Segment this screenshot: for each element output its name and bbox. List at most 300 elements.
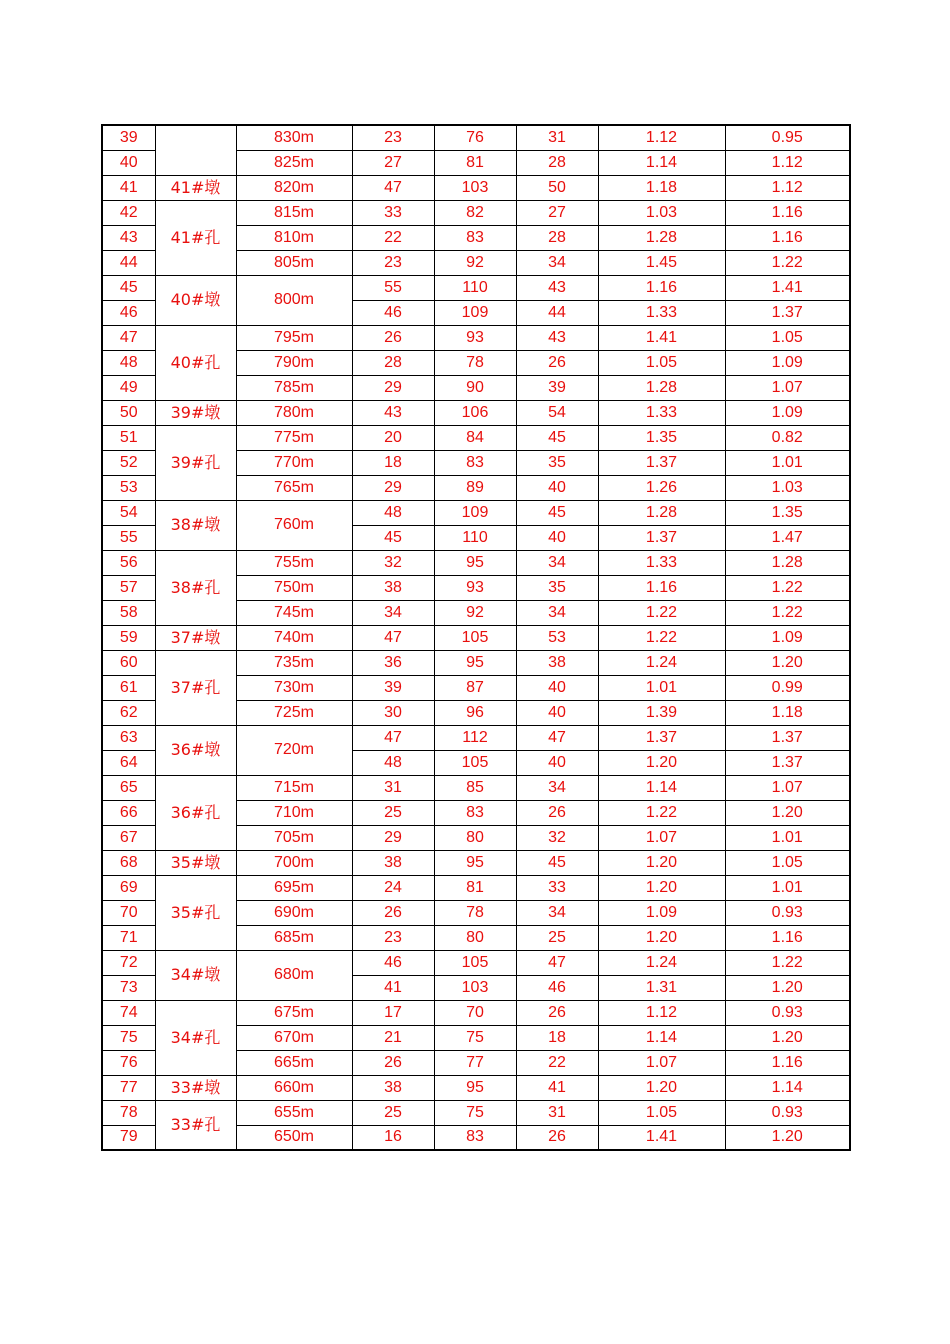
value-a-cell: 38 — [352, 575, 434, 600]
value-b-cell: 105 — [434, 625, 516, 650]
value-a-cell: 25 — [352, 1100, 434, 1125]
ratio-e-cell: 1.09 — [725, 625, 850, 650]
value-a-cell: 22 — [352, 225, 434, 250]
row-number-cell: 43 — [102, 225, 155, 250]
value-b-cell: 87 — [434, 675, 516, 700]
value-c-cell: 46 — [516, 975, 598, 1000]
value-c-cell: 34 — [516, 550, 598, 575]
ratio-d-cell: 1.28 — [598, 500, 725, 525]
location-label-cell: 41#墩 — [155, 175, 236, 200]
ratio-d-cell: 1.33 — [598, 550, 725, 575]
value-b-cell: 78 — [434, 900, 516, 925]
value-a-cell: 24 — [352, 875, 434, 900]
value-b-cell: 96 — [434, 700, 516, 725]
row-number-cell: 54 — [102, 500, 155, 525]
distance-cell: 775m — [236, 425, 352, 450]
row-number-cell: 62 — [102, 700, 155, 725]
value-a-cell: 27 — [352, 150, 434, 175]
value-a-cell: 47 — [352, 725, 434, 750]
value-c-cell: 43 — [516, 275, 598, 300]
distance-cell: 830m — [236, 125, 352, 150]
row-number-cell: 47 — [102, 325, 155, 350]
value-c-cell: 34 — [516, 250, 598, 275]
value-a-cell: 16 — [352, 1125, 434, 1150]
value-c-cell: 22 — [516, 1050, 598, 1075]
distance-cell: 705m — [236, 825, 352, 850]
ratio-d-cell: 1.01 — [598, 675, 725, 700]
table-row — [102, 775, 850, 800]
table-row — [102, 650, 850, 675]
ratio-d-cell: 1.45 — [598, 250, 725, 275]
value-a-cell: 20 — [352, 425, 434, 450]
ratio-e-cell: 1.05 — [725, 325, 850, 350]
value-b-cell: 95 — [434, 550, 516, 575]
ratio-d-cell: 1.22 — [598, 625, 725, 650]
distance-cell: 785m — [236, 375, 352, 400]
value-c-cell: 50 — [516, 175, 598, 200]
row-number-cell: 46 — [102, 300, 155, 325]
value-b-cell: 92 — [434, 250, 516, 275]
value-a-cell: 17 — [352, 1000, 434, 1025]
row-number-cell: 69 — [102, 875, 155, 900]
distance-cell: 800m — [236, 275, 352, 325]
value-a-cell: 48 — [352, 750, 434, 775]
ratio-e-cell: 1.20 — [725, 1125, 850, 1150]
distance-cell: 700m — [236, 850, 352, 875]
value-b-cell: 83 — [434, 450, 516, 475]
value-b-cell: 85 — [434, 775, 516, 800]
value-a-cell: 38 — [352, 1075, 434, 1100]
location-label-cell: 36#孔 — [155, 775, 236, 850]
distance-cell: 780m — [236, 400, 352, 425]
distance-cell: 760m — [236, 500, 352, 550]
row-number-cell: 77 — [102, 1075, 155, 1100]
row-number-cell: 61 — [102, 675, 155, 700]
ratio-e-cell: 1.05 — [725, 850, 850, 875]
value-b-cell: 92 — [434, 600, 516, 625]
ratio-e-cell: 1.20 — [725, 650, 850, 675]
ratio-d-cell: 1.05 — [598, 350, 725, 375]
ratio-d-cell: 1.14 — [598, 150, 725, 175]
table-row — [102, 875, 850, 900]
ratio-e-cell: 1.09 — [725, 400, 850, 425]
row-number-cell: 66 — [102, 800, 155, 825]
table-row — [102, 275, 850, 300]
row-number-cell: 75 — [102, 1025, 155, 1050]
ratio-e-cell: 1.12 — [725, 150, 850, 175]
ratio-d-cell: 1.03 — [598, 200, 725, 225]
ratio-d-cell: 1.18 — [598, 175, 725, 200]
ratio-d-cell: 1.28 — [598, 375, 725, 400]
value-b-cell: 83 — [434, 800, 516, 825]
value-c-cell: 26 — [516, 350, 598, 375]
distance-cell: 695m — [236, 875, 352, 900]
table-row — [102, 200, 850, 225]
row-number-cell: 49 — [102, 375, 155, 400]
data-table — [101, 124, 851, 1151]
row-number-cell: 70 — [102, 900, 155, 925]
table-row — [102, 125, 850, 150]
distance-cell: 715m — [236, 775, 352, 800]
distance-cell: 750m — [236, 575, 352, 600]
value-b-cell: 110 — [434, 525, 516, 550]
ratio-d-cell: 1.05 — [598, 1100, 725, 1125]
row-number-cell: 56 — [102, 550, 155, 575]
ratio-e-cell: 1.37 — [725, 750, 850, 775]
value-a-cell: 18 — [352, 450, 434, 475]
ratio-e-cell: 0.93 — [725, 900, 850, 925]
table-row — [102, 1000, 850, 1025]
value-c-cell: 34 — [516, 600, 598, 625]
value-a-cell: 55 — [352, 275, 434, 300]
ratio-e-cell: 1.16 — [725, 1050, 850, 1075]
ratio-e-cell: 1.01 — [725, 875, 850, 900]
value-b-cell: 84 — [434, 425, 516, 450]
row-number-cell: 44 — [102, 250, 155, 275]
distance-cell: 680m — [236, 950, 352, 1000]
location-label-cell: 35#孔 — [155, 875, 236, 950]
row-number-cell: 78 — [102, 1100, 155, 1125]
distance-cell: 655m — [236, 1100, 352, 1125]
value-b-cell: 82 — [434, 200, 516, 225]
value-a-cell: 29 — [352, 375, 434, 400]
table-row — [102, 400, 850, 425]
value-a-cell: 48 — [352, 500, 434, 525]
ratio-e-cell: 1.16 — [725, 925, 850, 950]
ratio-d-cell: 1.37 — [598, 450, 725, 475]
value-c-cell: 31 — [516, 1100, 598, 1125]
distance-cell: 735m — [236, 650, 352, 675]
table-body — [102, 125, 850, 1150]
location-label-cell: 39#墩 — [155, 400, 236, 425]
ratio-d-cell: 1.16 — [598, 575, 725, 600]
row-number-cell: 48 — [102, 350, 155, 375]
ratio-d-cell: 1.14 — [598, 1025, 725, 1050]
distance-cell: 765m — [236, 475, 352, 500]
table-row — [102, 850, 850, 875]
location-label-cell: 33#孔 — [155, 1100, 236, 1150]
value-b-cell: 83 — [434, 225, 516, 250]
ratio-e-cell: 1.18 — [725, 700, 850, 725]
value-b-cell: 80 — [434, 825, 516, 850]
value-a-cell: 26 — [352, 1050, 434, 1075]
value-a-cell: 23 — [352, 925, 434, 950]
ratio-d-cell: 1.12 — [598, 1000, 725, 1025]
value-c-cell: 44 — [516, 300, 598, 325]
location-label-cell: 37#孔 — [155, 650, 236, 725]
value-c-cell: 25 — [516, 925, 598, 950]
location-label-cell: 40#孔 — [155, 325, 236, 400]
ratio-e-cell: 1.16 — [725, 225, 850, 250]
ratio-d-cell: 1.31 — [598, 975, 725, 1000]
value-c-cell: 28 — [516, 150, 598, 175]
ratio-e-cell: 0.93 — [725, 1000, 850, 1025]
row-number-cell: 58 — [102, 600, 155, 625]
distance-cell: 675m — [236, 1000, 352, 1025]
ratio-e-cell: 1.01 — [725, 825, 850, 850]
row-number-cell: 68 — [102, 850, 155, 875]
value-c-cell: 40 — [516, 750, 598, 775]
ratio-d-cell: 1.41 — [598, 325, 725, 350]
table-row — [102, 550, 850, 575]
row-number-cell: 57 — [102, 575, 155, 600]
ratio-e-cell: 1.41 — [725, 275, 850, 300]
value-c-cell: 35 — [516, 450, 598, 475]
ratio-e-cell: 1.35 — [725, 500, 850, 525]
ratio-d-cell: 1.39 — [598, 700, 725, 725]
location-label-cell: 36#墩 — [155, 725, 236, 775]
ratio-d-cell: 1.12 — [598, 125, 725, 150]
value-b-cell: 93 — [434, 575, 516, 600]
value-b-cell: 112 — [434, 725, 516, 750]
ratio-d-cell: 1.37 — [598, 525, 725, 550]
ratio-d-cell: 1.07 — [598, 825, 725, 850]
value-a-cell: 33 — [352, 200, 434, 225]
distance-cell: 795m — [236, 325, 352, 350]
value-c-cell: 26 — [516, 1125, 598, 1150]
distance-cell: 770m — [236, 450, 352, 475]
value-b-cell: 95 — [434, 850, 516, 875]
table-row — [102, 325, 850, 350]
value-c-cell: 40 — [516, 675, 598, 700]
ratio-e-cell: 1.28 — [725, 550, 850, 575]
table-row — [102, 725, 850, 750]
distance-cell: 725m — [236, 700, 352, 725]
value-c-cell: 45 — [516, 425, 598, 450]
value-a-cell: 36 — [352, 650, 434, 675]
row-number-cell: 39 — [102, 125, 155, 150]
value-b-cell: 80 — [434, 925, 516, 950]
location-label-cell: 37#墩 — [155, 625, 236, 650]
value-c-cell: 28 — [516, 225, 598, 250]
location-label-cell — [155, 125, 236, 175]
ratio-d-cell: 1.22 — [598, 600, 725, 625]
value-c-cell: 47 — [516, 725, 598, 750]
value-c-cell: 53 — [516, 625, 598, 650]
value-b-cell: 76 — [434, 125, 516, 150]
row-number-cell: 45 — [102, 275, 155, 300]
ratio-e-cell: 1.09 — [725, 350, 850, 375]
value-a-cell: 39 — [352, 675, 434, 700]
location-label-cell: 38#孔 — [155, 550, 236, 625]
ratio-d-cell: 1.33 — [598, 300, 725, 325]
row-number-cell: 40 — [102, 150, 155, 175]
ratio-d-cell: 1.20 — [598, 875, 725, 900]
value-a-cell: 26 — [352, 325, 434, 350]
distance-cell: 790m — [236, 350, 352, 375]
ratio-d-cell: 1.28 — [598, 225, 725, 250]
ratio-d-cell: 1.26 — [598, 475, 725, 500]
value-b-cell: 95 — [434, 650, 516, 675]
distance-cell: 670m — [236, 1025, 352, 1050]
ratio-e-cell: 1.01 — [725, 450, 850, 475]
row-number-cell: 64 — [102, 750, 155, 775]
value-c-cell: 26 — [516, 1000, 598, 1025]
value-a-cell: 46 — [352, 950, 434, 975]
value-b-cell: 90 — [434, 375, 516, 400]
ratio-e-cell: 1.20 — [725, 975, 850, 1000]
value-b-cell: 77 — [434, 1050, 516, 1075]
distance-cell: 825m — [236, 150, 352, 175]
value-b-cell: 105 — [434, 750, 516, 775]
distance-cell: 650m — [236, 1125, 352, 1150]
location-label-cell: 33#墩 — [155, 1075, 236, 1100]
row-number-cell: 51 — [102, 425, 155, 450]
value-b-cell: 109 — [434, 300, 516, 325]
value-b-cell: 75 — [434, 1025, 516, 1050]
value-a-cell: 41 — [352, 975, 434, 1000]
ratio-e-cell: 1.22 — [725, 950, 850, 975]
table-row — [102, 1075, 850, 1100]
value-a-cell: 32 — [352, 550, 434, 575]
ratio-e-cell: 0.95 — [725, 125, 850, 150]
value-a-cell: 25 — [352, 800, 434, 825]
table-row — [102, 175, 850, 200]
ratio-d-cell: 1.20 — [598, 750, 725, 775]
distance-cell: 685m — [236, 925, 352, 950]
value-a-cell: 45 — [352, 525, 434, 550]
ratio-e-cell: 1.37 — [725, 725, 850, 750]
ratio-d-cell: 1.16 — [598, 275, 725, 300]
value-a-cell: 26 — [352, 900, 434, 925]
row-number-cell: 63 — [102, 725, 155, 750]
distance-cell: 710m — [236, 800, 352, 825]
value-b-cell: 83 — [434, 1125, 516, 1150]
ratio-e-cell: 1.12 — [725, 175, 850, 200]
ratio-d-cell: 1.24 — [598, 650, 725, 675]
value-c-cell: 31 — [516, 125, 598, 150]
value-b-cell: 75 — [434, 1100, 516, 1125]
distance-cell: 720m — [236, 725, 352, 775]
value-b-cell: 78 — [434, 350, 516, 375]
value-c-cell: 54 — [516, 400, 598, 425]
value-a-cell: 43 — [352, 400, 434, 425]
value-c-cell: 34 — [516, 775, 598, 800]
value-b-cell: 109 — [434, 500, 516, 525]
distance-cell: 665m — [236, 1050, 352, 1075]
ratio-d-cell: 1.22 — [598, 800, 725, 825]
location-label-cell: 34#孔 — [155, 1000, 236, 1075]
value-c-cell: 34 — [516, 900, 598, 925]
ratio-d-cell: 1.20 — [598, 1075, 725, 1100]
value-a-cell: 31 — [352, 775, 434, 800]
row-number-cell: 79 — [102, 1125, 155, 1150]
ratio-e-cell: 1.16 — [725, 200, 850, 225]
distance-cell: 690m — [236, 900, 352, 925]
row-number-cell: 52 — [102, 450, 155, 475]
value-b-cell: 106 — [434, 400, 516, 425]
ratio-d-cell: 1.35 — [598, 425, 725, 450]
value-a-cell: 23 — [352, 250, 434, 275]
value-a-cell: 47 — [352, 625, 434, 650]
location-label-cell: 38#墩 — [155, 500, 236, 550]
location-label-cell: 34#墩 — [155, 950, 236, 1000]
ratio-d-cell: 1.20 — [598, 925, 725, 950]
row-number-cell: 50 — [102, 400, 155, 425]
value-c-cell: 43 — [516, 325, 598, 350]
value-b-cell: 110 — [434, 275, 516, 300]
table-row — [102, 500, 850, 525]
table-row — [102, 425, 850, 450]
table-row — [102, 625, 850, 650]
value-c-cell: 32 — [516, 825, 598, 850]
row-number-cell: 76 — [102, 1050, 155, 1075]
value-a-cell: 38 — [352, 850, 434, 875]
value-b-cell: 93 — [434, 325, 516, 350]
row-number-cell: 42 — [102, 200, 155, 225]
value-a-cell: 29 — [352, 475, 434, 500]
ratio-e-cell: 0.93 — [725, 1100, 850, 1125]
row-number-cell: 59 — [102, 625, 155, 650]
value-c-cell: 35 — [516, 575, 598, 600]
value-b-cell: 70 — [434, 1000, 516, 1025]
distance-cell: 815m — [236, 200, 352, 225]
value-c-cell: 45 — [516, 850, 598, 875]
value-b-cell: 81 — [434, 150, 516, 175]
ratio-d-cell: 1.14 — [598, 775, 725, 800]
location-label-cell: 35#墩 — [155, 850, 236, 875]
row-number-cell: 55 — [102, 525, 155, 550]
ratio-e-cell: 0.99 — [725, 675, 850, 700]
distance-cell: 745m — [236, 600, 352, 625]
location-label-cell: 41#孔 — [155, 200, 236, 275]
table-row — [102, 950, 850, 975]
value-b-cell: 89 — [434, 475, 516, 500]
value-c-cell: 40 — [516, 700, 598, 725]
ratio-d-cell: 1.24 — [598, 950, 725, 975]
row-number-cell: 71 — [102, 925, 155, 950]
ratio-d-cell: 1.20 — [598, 850, 725, 875]
ratio-e-cell: 1.20 — [725, 1025, 850, 1050]
row-number-cell: 41 — [102, 175, 155, 200]
ratio-e-cell: 1.22 — [725, 575, 850, 600]
distance-cell: 810m — [236, 225, 352, 250]
ratio-d-cell: 1.33 — [598, 400, 725, 425]
distance-cell: 805m — [236, 250, 352, 275]
row-number-cell: 53 — [102, 475, 155, 500]
value-b-cell: 105 — [434, 950, 516, 975]
table-row — [102, 1100, 850, 1125]
row-number-cell: 65 — [102, 775, 155, 800]
ratio-d-cell: 1.09 — [598, 900, 725, 925]
value-a-cell: 29 — [352, 825, 434, 850]
ratio-d-cell: 1.41 — [598, 1125, 725, 1150]
ratio-e-cell: 1.47 — [725, 525, 850, 550]
value-b-cell: 103 — [434, 975, 516, 1000]
row-number-cell: 74 — [102, 1000, 155, 1025]
value-a-cell: 34 — [352, 600, 434, 625]
value-a-cell: 46 — [352, 300, 434, 325]
value-a-cell: 28 — [352, 350, 434, 375]
distance-cell: 740m — [236, 625, 352, 650]
value-b-cell: 95 — [434, 1075, 516, 1100]
value-c-cell: 38 — [516, 650, 598, 675]
value-c-cell: 41 — [516, 1075, 598, 1100]
ratio-e-cell: 1.07 — [725, 775, 850, 800]
row-number-cell: 67 — [102, 825, 155, 850]
ratio-e-cell: 1.22 — [725, 600, 850, 625]
distance-cell: 660m — [236, 1075, 352, 1100]
value-c-cell: 47 — [516, 950, 598, 975]
value-c-cell: 39 — [516, 375, 598, 400]
ratio-e-cell: 1.37 — [725, 300, 850, 325]
value-c-cell: 33 — [516, 875, 598, 900]
value-a-cell: 47 — [352, 175, 434, 200]
value-c-cell: 40 — [516, 475, 598, 500]
value-c-cell: 40 — [516, 525, 598, 550]
ratio-e-cell: 0.82 — [725, 425, 850, 450]
ratio-d-cell: 1.07 — [598, 1050, 725, 1075]
